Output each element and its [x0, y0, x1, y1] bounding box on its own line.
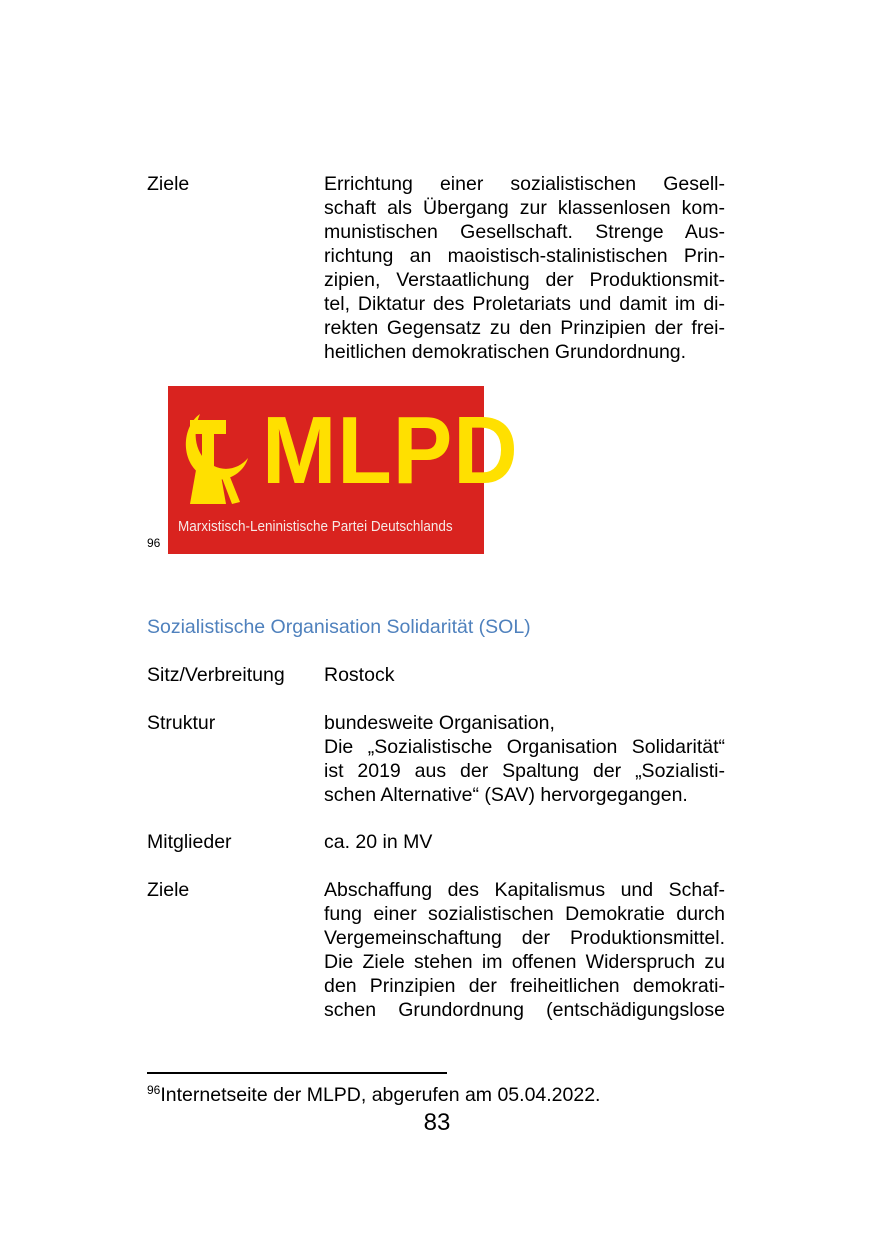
- footnote: [147, 1083, 600, 1107]
- text-line: Die Ziele stehen im offenen Widerspruch zu: [324, 951, 725, 973]
- sitz-value: Rostock: [324, 664, 395, 686]
- mitglieder-value: ca. 20 in MV: [324, 831, 433, 853]
- text-line: heitlichen demokratischen Grundordnung.: [324, 341, 687, 363]
- text-line: Abschaffung des Kapitalismus und Schaf-: [324, 879, 725, 901]
- mitglieder-label: Mitglieder: [147, 831, 232, 853]
- text-line: schen Grundordnung (entschädigungslose: [324, 999, 725, 1021]
- text-line: Vergemeinschaftung der Produktionsmittel.: [324, 927, 725, 949]
- text-line: munistischen Gesellschaft. Strenge Aus-: [324, 221, 725, 243]
- hammer-sickle-icon: [178, 406, 258, 506]
- text-line: schen Alternative“ (SAV) hervorgegangen.: [324, 784, 688, 806]
- text-line: richtung an maoistisch-stalinistischen Prin-: [324, 245, 725, 267]
- ziele-text: [324, 172, 725, 364]
- ziele-label: Ziele: [147, 879, 190, 901]
- text-line: fung einer sozialistischen Demokratie durch: [324, 903, 725, 925]
- sitz-value-wrap: [324, 663, 725, 687]
- footnote-divider: [147, 1072, 447, 1074]
- text-line: rekten Gegensatz zu den Prinzipien der frei-: [324, 317, 725, 339]
- text-line: schaft als Übergang zur klassenlosen kom-: [324, 197, 725, 219]
- sitz-label: Sitz/Verbreitung: [147, 664, 285, 686]
- text-line: Errichtung einer sozialistischen Gesell-: [324, 173, 725, 195]
- text-line: den Prinzipien der freiheitlichen demokrati-: [324, 975, 725, 997]
- footnote-number: 96: [147, 1083, 161, 1097]
- ziele-label: Ziele: [147, 173, 190, 195]
- mitglieder-value-wrap: [324, 830, 725, 854]
- text-line: zipien, Verstaatlichung der Produktionsmit-: [324, 269, 725, 291]
- footnote-text: Internetseite der MLPD, abgerufen am 05.04.2022.: [160, 1084, 601, 1106]
- text-line: ist 2019 aus der Spaltung der „Sozialisti-: [324, 760, 725, 782]
- section-heading: Sozialistische Organisation Solidarität (SOL): [147, 616, 531, 638]
- text-line: Die „Sozialistische Organisation Solidarität“: [324, 736, 725, 758]
- logo-subtitle: Marxistisch-Leninistische Partei Deutschlands: [178, 518, 453, 535]
- page-number: 83: [423, 1109, 451, 1136]
- mlpd-logo: [168, 386, 519, 554]
- struktur-label: Struktur: [147, 712, 216, 734]
- text-line: tel, Diktatur des Proletariats und damit im di-: [324, 293, 725, 315]
- logo-title: MLPD: [262, 397, 519, 504]
- struktur-text: [324, 711, 725, 807]
- footnote-reference: 96: [147, 536, 161, 550]
- ziele-text: [324, 878, 725, 1022]
- text-line: bundesweite Organisation,: [324, 712, 555, 734]
